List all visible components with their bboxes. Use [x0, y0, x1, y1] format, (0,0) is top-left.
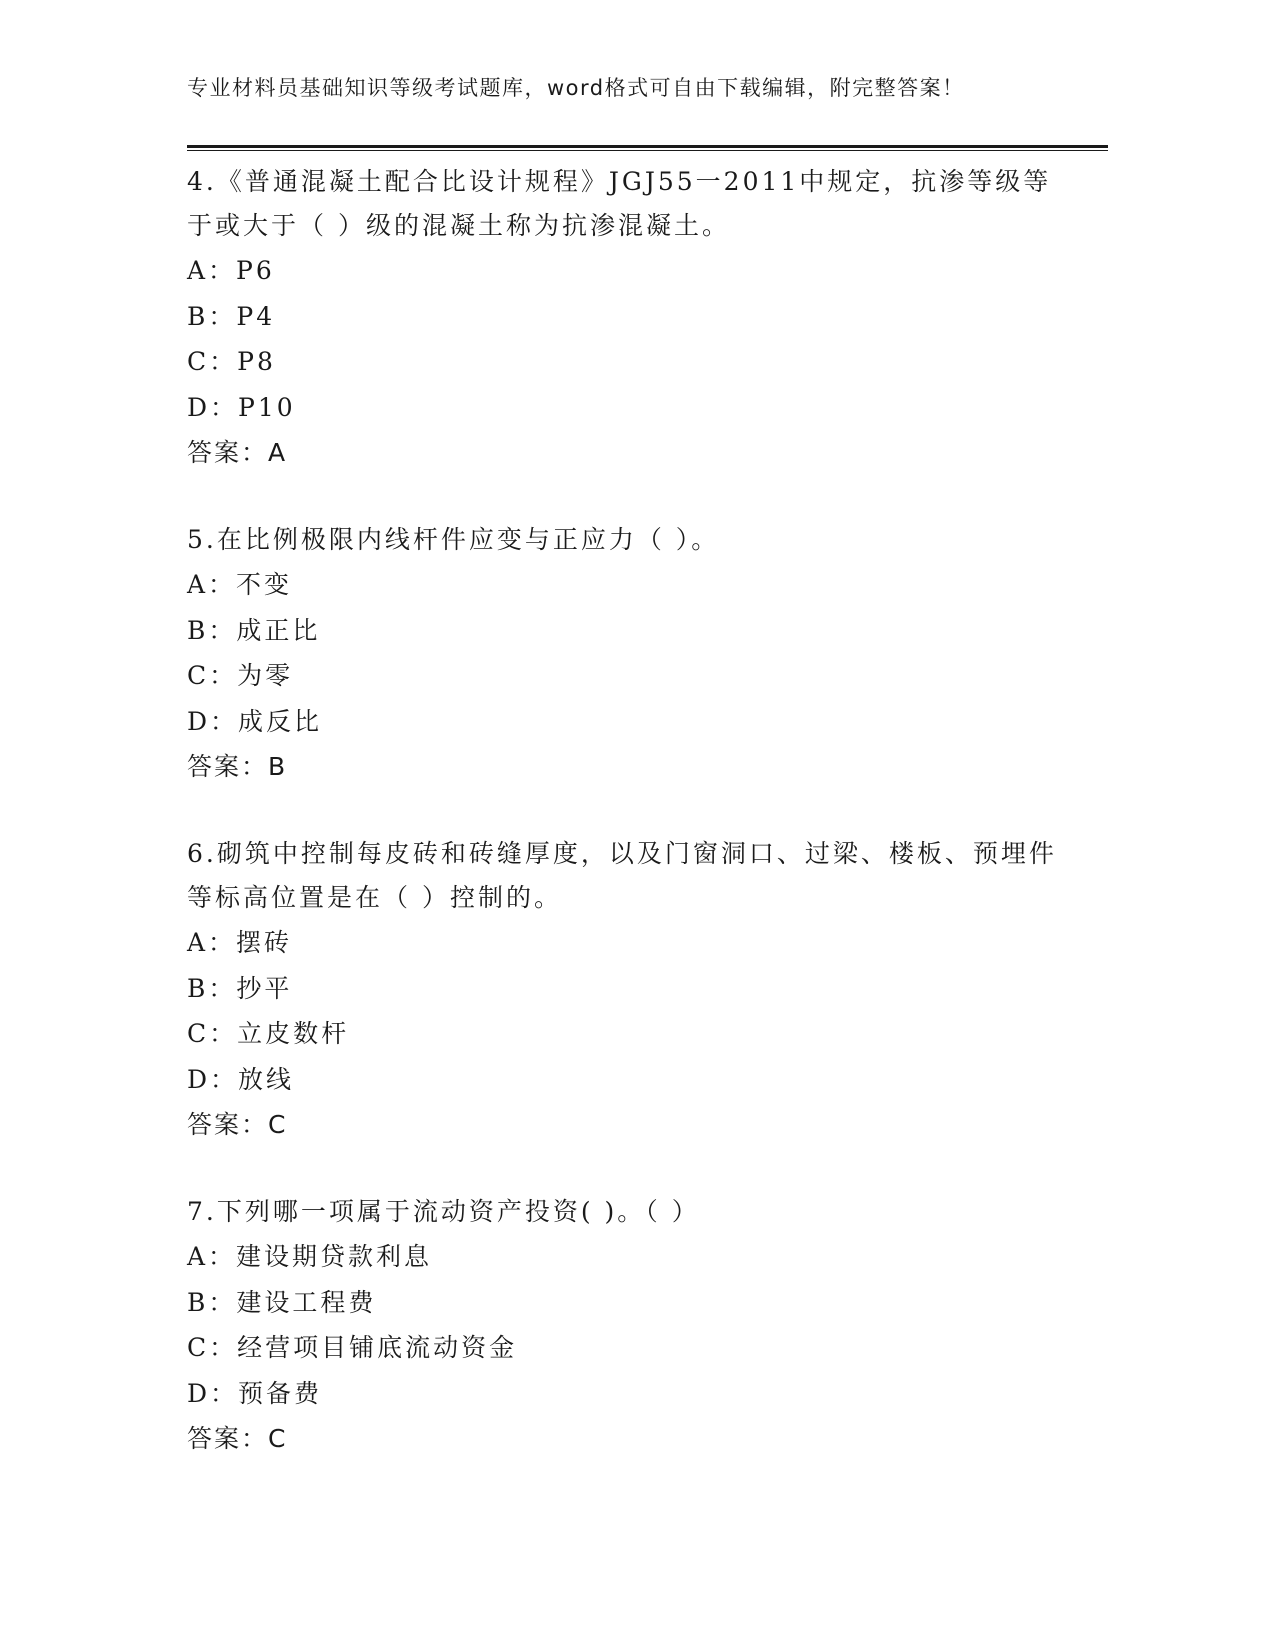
option-a: A：不变 [187, 570, 293, 599]
question-4 [187, 160, 1067, 475]
option-b: B：P4 [187, 301, 276, 331]
page-header: 专业材料员基础知识等级考试题库，word格式可自由下载编辑，附完整答案！ [187, 76, 965, 100]
option-b: B：建设工程费 [187, 1287, 377, 1317]
answer: 答案：A [187, 438, 288, 467]
answer: 答案：C [187, 1110, 288, 1139]
option-d: D：P10 [187, 392, 296, 422]
question-stem: 5.在比例极限内线杆件应变与正应力（ ）。 [187, 525, 720, 554]
option-a: A：建设期贷款利息 [187, 1242, 433, 1271]
question-6 [187, 832, 1067, 1147]
option-b: B：抄平 [187, 973, 293, 1003]
option-a: A：摆砖 [187, 928, 293, 957]
answer: 答案：C [187, 1424, 288, 1453]
option-c: C：经营项目铺底流动资金 [187, 1333, 518, 1362]
option-c: C：P8 [187, 347, 276, 376]
question-stem: 4.《普通混凝土配合比设计规程》JGJ55一2011中规定，抗渗等级等于或大于（ ）级的混凝土称为抗渗混凝土。 [187, 167, 1052, 240]
header-divider [187, 145, 1108, 151]
option-d: D：成反比 [187, 706, 323, 736]
option-d: D：放线 [187, 1064, 295, 1094]
option-a: A：P6 [187, 256, 275, 285]
question-stem: 7.下列哪一项属于流动资产投资( )。（ ） [187, 1197, 700, 1226]
answer: 答案：B [187, 752, 288, 781]
option-c: C：为零 [187, 661, 294, 690]
question-list [187, 160, 1067, 1504]
question-7 [187, 1190, 1067, 1461]
question-5 [187, 518, 1067, 789]
option-d: D：预备费 [187, 1378, 323, 1408]
question-stem: 6.砌筑中控制每皮砖和砖缝厚度，以及门窗洞口、过梁、楼板、预埋件等标高位置是在（ ）控制的。 [187, 839, 1057, 912]
option-c: C：立皮数杆 [187, 1019, 350, 1048]
option-b: B：成正比 [187, 615, 321, 645]
